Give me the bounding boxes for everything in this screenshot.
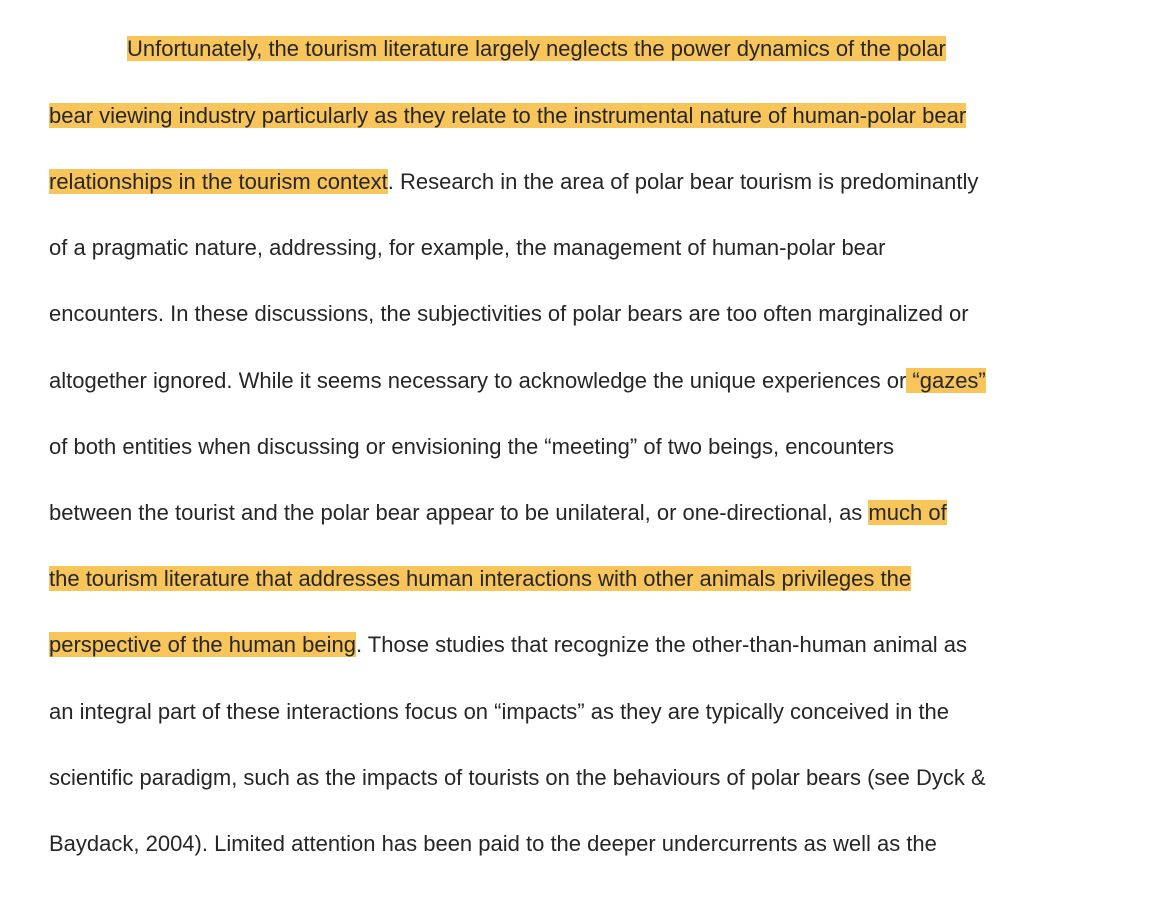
- text-line: [49, 559, 911, 599]
- body-text: . Those studies that recognize the other-than-human animal as: [355, 632, 968, 657]
- highlighted-text: perspective of the human being: [49, 632, 356, 657]
- body-text: encounters. In these discussions, the subjectivities of polar bears are too often marginalized or: [49, 301, 969, 326]
- text-line: [49, 162, 978, 202]
- highlighted-text: much of: [868, 500, 947, 525]
- text-line: [49, 427, 894, 467]
- text-line: [127, 29, 946, 69]
- body-text: of a pragmatic nature, addressing, for example, the management of human-polar bear: [49, 235, 886, 260]
- body-text: scientific paradigm, such as the impacts of tourists on the behaviours of polar bears (see Dyck &: [49, 765, 986, 790]
- text-line: [49, 625, 967, 665]
- body-text: altogether ignored. While it seems necessary to acknowledge the unique experiences or: [49, 368, 907, 393]
- body-text: an integral part of these interactions focus on “impacts” as they are typically conceived in the: [49, 699, 950, 724]
- highlighted-text: bear viewing industry particularly as they relate to the instrumental nature of human-polar bear: [49, 103, 967, 128]
- text-line: [49, 758, 986, 798]
- body-text: of both entities when discussing or envisioning the “meeting” of two beings, encounters: [49, 434, 895, 459]
- text-line: [49, 824, 937, 864]
- highlighted-text: Unfortunately, the tourism literature largely neglects the power dynamics of the polar: [127, 36, 946, 61]
- highlighted-text: relationships in the tourism context: [49, 169, 388, 194]
- text-line: [49, 228, 885, 268]
- highlighted-text: the tourism literature that addresses human interactions with other animals privileges the: [49, 566, 912, 591]
- text-line: [49, 692, 949, 732]
- body-text: Baydack, 2004). Limited attention has been paid to the deeper undercurrents as well as the: [49, 831, 937, 856]
- body-text: . Research in the area of polar bear tourism is predominantly: [387, 169, 979, 194]
- body-text: between the tourist and the polar bear appear to be unilateral, or one-directional, as: [49, 500, 869, 525]
- highlighted-text: “gazes”: [906, 368, 986, 393]
- text-line: [49, 294, 969, 334]
- text-line: [49, 96, 966, 136]
- text-line: [49, 493, 947, 533]
- text-line: [49, 361, 986, 401]
